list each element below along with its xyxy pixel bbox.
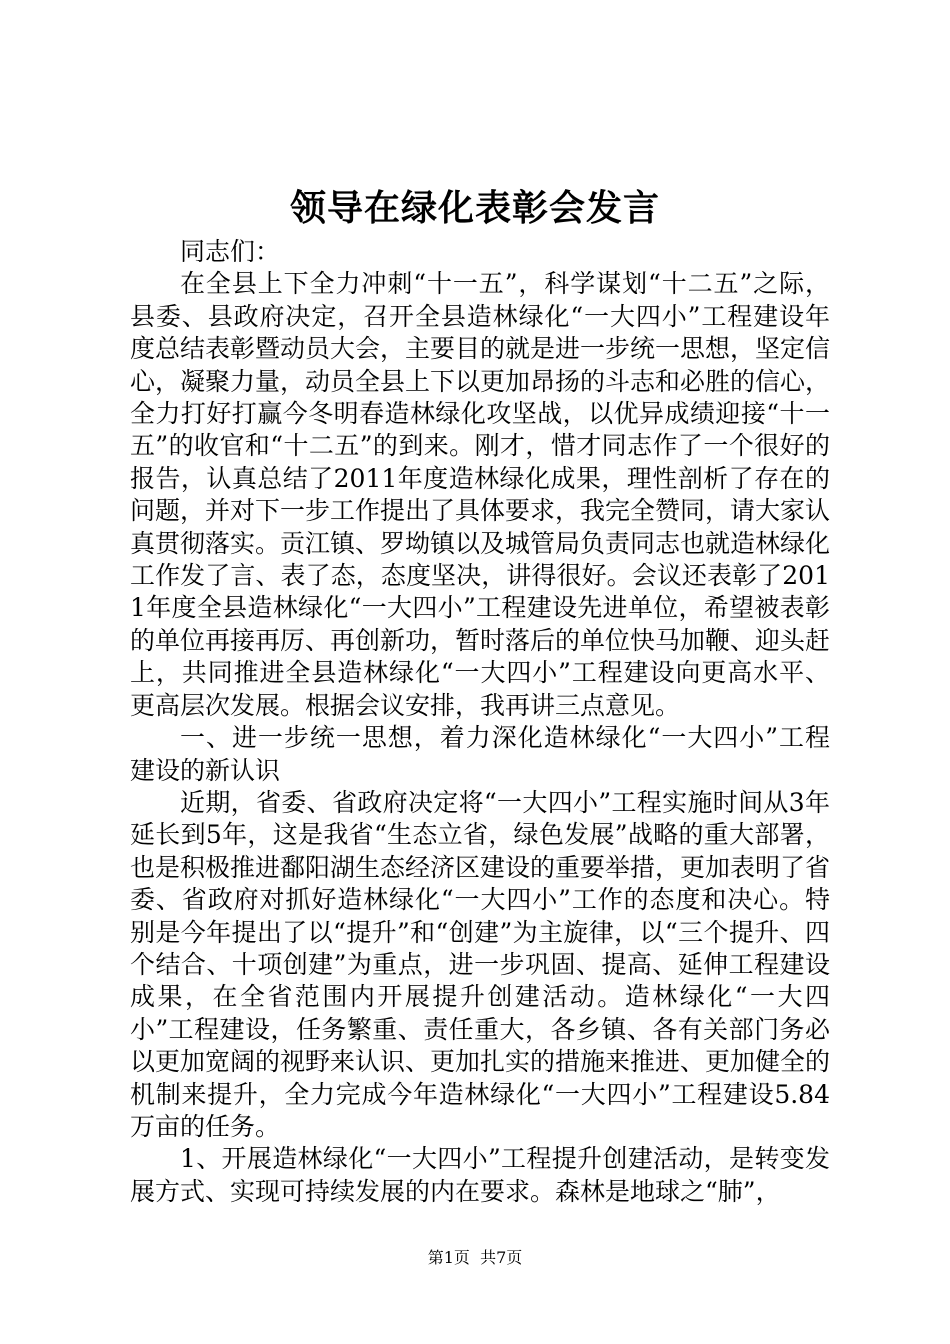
page-number: 第1页: [427, 1248, 470, 1267]
paragraph-section-one: 近期，省委、省政府决定将“一大四小”工程实施时间从3年延长到5年，这是我省“生态立省，绿色发展”战略的重大部署，也是积极推进鄱阳湖生态经济区建设的重要举措，更加表明了省委、省政府对抓好造林绿化“一大四小”工作的态度和决心。特别是今年提出了以“提升”和“创建”为主旋律，以“三个提升、四个结合、十项创建”为重点，进一步巩固、提高、延伸工程建设成果，在全省范围内开展提升创建活动。造林绿化“一大四小”工程建设，任务繁重、责任重大，各乡镇、各有关部门务必以更加宽阔的视野来认识、更加扎实的措施来推进、更加健全的机制来提升，全力完成今年造林绿化“一大四小”工程建设5.84万亩的任务。: [130, 787, 831, 1141]
section-heading-one: 一、进一步统一思想，着力深化造林绿化“一大四小”工程建设的新认识: [130, 723, 830, 785]
page-total: 共7页: [480, 1248, 523, 1267]
paragraph-salutation: 同志们：: [180, 237, 281, 266]
page-footer: [0, 1247, 950, 1269]
document-title: 领导在绿化表彰会发言: [289, 187, 660, 229]
footer-separator: [470, 1248, 480, 1267]
paragraph-intro: 在全县上下全力冲刺“十一五”，科学谋划“十二五”之际，县委、县政府决定，召开全县造林绿化“一大四小”工程建设年度总结表彰暨动员大会，主要目的就是进一步统一思想，坚定信心，凝聚力量，动员全县上下以更加昂扬的斗志和必胜的信心，全力打好打赢今冬明春造林绿化攻坚战，以优异成绩迎接“十一五”的收官和“十二五”的到来。刚才，惜才同志作了一个很好的报告，认真总结了2011年度造林绿化成果，理性剖析了存在的问题，并对下一步工作提出了具体要求，我完全赞同，请大家认真贯彻落实。贡江镇、罗坳镇以及城管局负责同志也就造林绿化工作发了言、表了态，态度坚决，讲得很好。会议还表彰了2011年度全县造林绿化“一大四小”工程建设先进单位，希望被表彰的单位再接再厉、再创新功，暂时落后的单位快马加鞭、迎头赶上，共同推进全县造林绿化“一大四小”工程建设向更高水平、更高层次发展。根据会议安排，我再讲三点意见。: [130, 269, 831, 720]
document-body: [130, 236, 830, 1208]
paragraph-point-one: 1、开展造林绿化“一大四小”工程提升创建活动，是转变发展方式、实现可持续发展的内在要求。森林是地球之“肺”，: [130, 1144, 830, 1206]
